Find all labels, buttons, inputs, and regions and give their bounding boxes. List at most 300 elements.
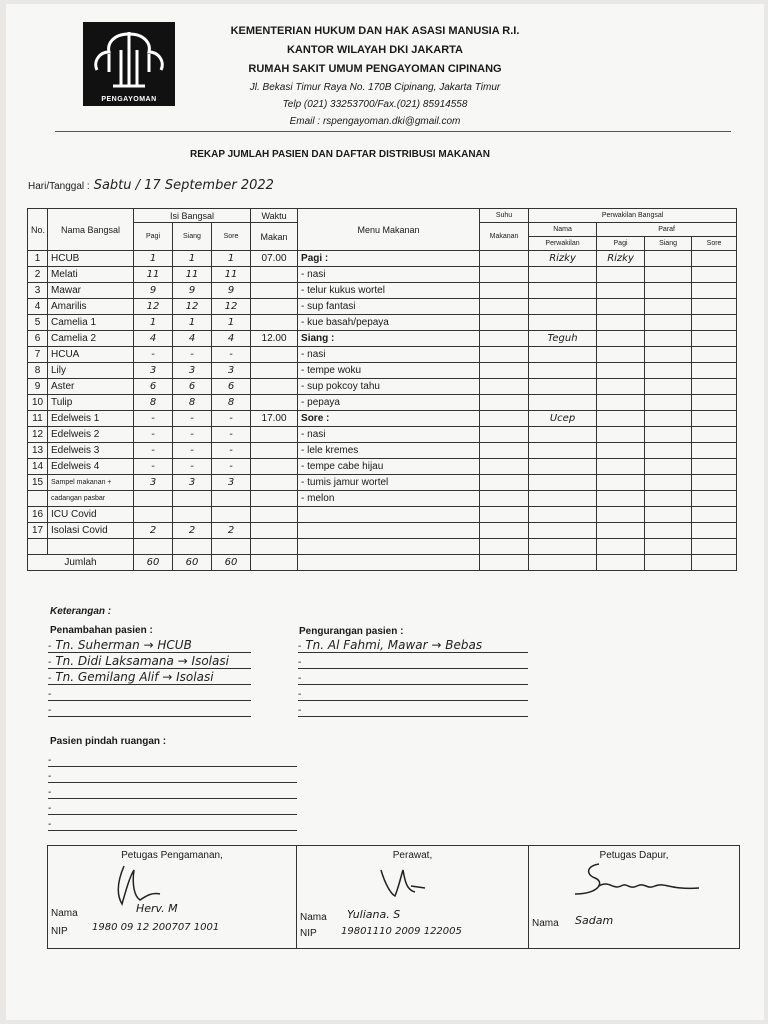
cell-paraf-sore [692, 395, 737, 411]
cell-nama [48, 539, 134, 555]
total-pagi: 60 [134, 555, 173, 571]
line-dash: - [48, 673, 52, 684]
cell-pagi [134, 491, 173, 507]
header-office: KANTOR WILAYAH DKI JAKARTA [286, 44, 463, 56]
logo-text: PENGAYOMAN [101, 96, 157, 103]
cell-pagi: 11 [134, 267, 173, 283]
keterangan-line [48, 670, 251, 685]
cell-suhu [480, 331, 529, 347]
cell-nama: Tulip [48, 395, 134, 411]
table-row [28, 459, 737, 475]
cell-menu: - nasi [298, 267, 480, 283]
cell-no: 8 [28, 363, 48, 379]
cell-pagi: - [134, 427, 173, 443]
cell-pagi: - [134, 443, 173, 459]
cell-no [28, 491, 48, 507]
cell-menu [298, 539, 480, 555]
cell-suhu [480, 315, 529, 331]
cell-no: 5 [28, 315, 48, 331]
cell-sore: - [212, 459, 251, 475]
cell-nama: Mawar [48, 283, 134, 299]
cell-nama: Isolasi Covid [48, 523, 134, 539]
keterangan-line [298, 686, 528, 701]
header-ministry: KEMENTERIAN HUKUM DAN HAK ASASI MANUSIA R.I. [230, 25, 520, 37]
cell-paraf-siang [645, 411, 692, 427]
cell-nama: Camelia 2 [48, 331, 134, 347]
cell-nama: HCUB [48, 251, 134, 267]
cell-paraf-pagi [597, 475, 645, 491]
cell-suhu [480, 443, 529, 459]
cell-pagi: - [134, 411, 173, 427]
line-dash: - [48, 641, 52, 652]
date-label: Hari/Tanggal : [28, 181, 90, 192]
cell-paraf-sore [692, 331, 737, 347]
cell-waktu [251, 427, 298, 443]
line-dash: - [48, 689, 52, 700]
cell-waktu: 07.00 [251, 251, 298, 267]
cell-waktu [251, 299, 298, 315]
line-dash: - [48, 819, 52, 830]
cell-menu [298, 507, 480, 523]
header-paraf-pagi: Pagi [597, 237, 645, 251]
cell-no: 3 [28, 283, 48, 299]
cell-suhu [480, 507, 529, 523]
line-dash: - [48, 803, 52, 814]
dapur-signature [569, 860, 709, 904]
pindah-label: Pasien pindah ruangan : [50, 736, 167, 747]
date-value: Sabtu / 17 September 2022 [93, 178, 274, 193]
cell-paraf-sore [692, 427, 737, 443]
cell-sore [212, 507, 251, 523]
table-row [28, 427, 737, 443]
line-entry: Tn. Gemilang Alif → Isolasi [55, 670, 214, 684]
cell-nama-perwakilan [529, 347, 597, 363]
cell-no: 17 [28, 523, 48, 539]
line-dash: - [298, 705, 302, 716]
cell-paraf-pagi [597, 459, 645, 475]
cell-pagi: 1 [134, 251, 173, 267]
cell-menu: Siang : [298, 331, 480, 347]
cell-paraf-pagi [597, 267, 645, 283]
header-makan: Makan [251, 223, 298, 251]
cell-waktu [251, 267, 298, 283]
cell-paraf-pagi [597, 443, 645, 459]
cell-suhu [480, 475, 529, 491]
cell-no: 14 [28, 459, 48, 475]
cell-paraf-pagi [597, 411, 645, 427]
cell-suhu [480, 539, 529, 555]
cell-paraf-sore [692, 347, 737, 363]
cell-sore: - [212, 443, 251, 459]
cell-waktu [251, 363, 298, 379]
total-label: Jumlah [28, 555, 134, 571]
cell-paraf-sore [692, 363, 737, 379]
signature-perawat [297, 846, 529, 949]
cell-no: 2 [28, 267, 48, 283]
cell-paraf-siang [645, 379, 692, 395]
cell-siang: 2 [173, 523, 212, 539]
header-suhu-sub: Makanan [480, 223, 529, 251]
table-row [28, 475, 737, 491]
cell-waktu: 17.00 [251, 411, 298, 427]
cell-nama-perwakilan [529, 315, 597, 331]
cell-menu: Pagi : [298, 251, 480, 267]
signature-table [47, 845, 740, 949]
keterangan-line [298, 654, 528, 669]
cell-siang: - [173, 427, 212, 443]
table-row [28, 491, 737, 507]
cell-paraf-siang [645, 315, 692, 331]
cell-menu: - sup fantasi [298, 299, 480, 315]
header-nama-sub: Perwakilan [529, 237, 597, 251]
cell-paraf-siang [645, 251, 692, 267]
cell-siang [173, 507, 212, 523]
header-paraf-sore: Sore [692, 237, 737, 251]
table-row [28, 331, 737, 347]
cell-waktu [251, 507, 298, 523]
header-perwakilan: Perwakilan Bangsal [529, 209, 737, 223]
cell-pagi: 9 [134, 283, 173, 299]
line-entry: Tn. Suherman → HCUB [55, 638, 192, 652]
cell-sore: 11 [212, 267, 251, 283]
cell-suhu [480, 523, 529, 539]
header-paraf: Paraf [597, 223, 737, 237]
cell-paraf-pagi [597, 315, 645, 331]
cell-menu: - nasi [298, 427, 480, 443]
cell-suhu [480, 491, 529, 507]
cell-menu: - kue basah/pepaya [298, 315, 480, 331]
header-phone: Telp (021) 33253700/Fax.(021) 85914558 [282, 99, 468, 110]
cell-waktu: 12.00 [251, 331, 298, 347]
cell-suhu [480, 427, 529, 443]
cell-waktu [251, 539, 298, 555]
cell-nama-perwakilan [529, 379, 597, 395]
keterangan-line [48, 768, 297, 783]
line-dash: - [298, 657, 302, 668]
cell-nama-perwakilan [529, 299, 597, 315]
cell-no [28, 539, 48, 555]
cell-suhu [480, 347, 529, 363]
cell-waktu [251, 491, 298, 507]
line-dash: - [298, 641, 302, 652]
cell-menu: - lele kremes [298, 443, 480, 459]
cell-sore: 2 [212, 523, 251, 539]
cell-nama-perwakilan [529, 459, 597, 475]
cell-paraf-sore [692, 379, 737, 395]
cell-paraf-siang [645, 523, 692, 539]
header-hospital: RUMAH SAKIT UMUM PENGAYOMAN CIPINANG [248, 63, 502, 75]
cell-waktu [251, 523, 298, 539]
keterangan-line [48, 800, 297, 815]
cell-pagi [134, 507, 173, 523]
cell-paraf-sore [692, 251, 737, 267]
cell-sore [212, 539, 251, 555]
cell-suhu [480, 283, 529, 299]
perawat-role: Perawat, [392, 850, 433, 861]
keterangan-title: Keterangan : [50, 606, 112, 617]
cell-paraf-siang [645, 299, 692, 315]
cell-nama-perwakilan [529, 523, 597, 539]
cell-sore: 1 [212, 315, 251, 331]
table-row [28, 363, 737, 379]
cell-sore: - [212, 411, 251, 427]
cell-paraf-pagi [597, 491, 645, 507]
cell-paraf-sore [692, 267, 737, 283]
cell-siang [173, 491, 212, 507]
pengamanan-nama-label: Nama [51, 908, 78, 919]
cell-siang: - [173, 347, 212, 363]
cell-paraf-pagi [597, 427, 645, 443]
table-body [28, 251, 737, 555]
line-dash: - [298, 673, 302, 684]
cell-paraf-siang [645, 491, 692, 507]
cell-suhu [480, 395, 529, 411]
cell-siang: 4 [173, 331, 212, 347]
header-menu: Menu Makanan [298, 209, 480, 251]
cell-menu: - nasi [298, 347, 480, 363]
table-row [28, 315, 737, 331]
table-row [28, 523, 737, 539]
cell-pagi: - [134, 459, 173, 475]
cell-waktu [251, 315, 298, 331]
cell-sore: - [212, 427, 251, 443]
cell-no: 1 [28, 251, 48, 267]
cell-pagi: 6 [134, 379, 173, 395]
line-dash: - [298, 689, 302, 700]
cell-paraf-siang [645, 267, 692, 283]
keterangan-line [48, 784, 297, 799]
table-row [28, 443, 737, 459]
penambahan-label: Penambahan pasien : [50, 625, 153, 636]
cell-menu: - tumis jamur wortel [298, 475, 480, 491]
cell-siang: - [173, 459, 212, 475]
cell-sore: 12 [212, 299, 251, 315]
line-entry: Tn. Al Fahmi, Mawar → Bebas [305, 638, 483, 652]
cell-siang: 3 [173, 363, 212, 379]
cell-sore: 9 [212, 283, 251, 299]
cell-no: 13 [28, 443, 48, 459]
cell-nama: Aster [48, 379, 134, 395]
cell-pagi: 2 [134, 523, 173, 539]
keterangan-line [298, 702, 528, 717]
cell-paraf-siang [645, 459, 692, 475]
pengamanan-nip-label: NIP [51, 926, 68, 937]
cell-nama-perwakilan [529, 475, 597, 491]
cell-suhu [480, 251, 529, 267]
cell-suhu [480, 363, 529, 379]
table-row [28, 347, 737, 363]
cell-paraf-pagi [597, 539, 645, 555]
pengamanan-role: Petugas Pengamanan, [121, 850, 223, 861]
perawat-nama-label: Nama [300, 912, 327, 923]
cell-waktu [251, 395, 298, 411]
cell-pagi: 3 [134, 475, 173, 491]
cell-pagi: 8 [134, 395, 173, 411]
cell-pagi: 1 [134, 315, 173, 331]
cell-no: 10 [28, 395, 48, 411]
line-dash: - [48, 771, 52, 782]
table-row [28, 539, 737, 555]
cell-suhu [480, 267, 529, 283]
cell-no: 7 [28, 347, 48, 363]
cell-nama: Edelweis 3 [48, 443, 134, 459]
cell-sore: 6 [212, 379, 251, 395]
cell-nama: Melati [48, 267, 134, 283]
line-dash: - [48, 787, 52, 798]
signature-dapur [529, 846, 740, 949]
cell-menu: - tempe woku [298, 363, 480, 379]
cell-paraf-siang [645, 427, 692, 443]
header-sore: Sore [212, 223, 251, 251]
total-row [28, 555, 737, 571]
cell-nama: Amarilis [48, 299, 134, 315]
cell-nama-perwakilan [529, 443, 597, 459]
header-paraf-siang: Siang [645, 237, 692, 251]
cell-paraf-siang [645, 539, 692, 555]
cell-sore [212, 491, 251, 507]
cell-suhu [480, 379, 529, 395]
cell-nama: HCUA [48, 347, 134, 363]
keterangan-line [48, 816, 297, 831]
perawat-nama: Yuliana. S [347, 908, 401, 921]
cell-sore: 4 [212, 331, 251, 347]
cell-menu [298, 523, 480, 539]
perawat-signature [377, 866, 437, 902]
table-row [28, 283, 737, 299]
cell-no: 6 [28, 331, 48, 347]
keterangan-line [48, 686, 251, 701]
cell-no: 15 [28, 475, 48, 491]
cell-paraf-siang [645, 507, 692, 523]
cell-nama: Edelweis 2 [48, 427, 134, 443]
line-dash: - [48, 755, 52, 766]
cell-paraf-sore [692, 283, 737, 299]
cell-nama-perwakilan [529, 491, 597, 507]
cell-nama-perwakilan: Ucep [529, 411, 597, 427]
cell-paraf-pagi [597, 507, 645, 523]
cell-paraf-sore [692, 491, 737, 507]
dapur-nama-label: Nama [532, 918, 559, 929]
cell-no: 11 [28, 411, 48, 427]
cell-menu: - sup pokcoy tahu [298, 379, 480, 395]
cell-paraf-siang [645, 283, 692, 299]
cell-siang: - [173, 443, 212, 459]
cell-no: 16 [28, 507, 48, 523]
cell-nama: Sampel makanan + [48, 475, 134, 491]
cell-nama-perwakilan [529, 267, 597, 283]
header-divider [55, 131, 731, 132]
cell-paraf-sore [692, 315, 737, 331]
cell-suhu [480, 459, 529, 475]
table-row [28, 299, 737, 315]
cell-no: 9 [28, 379, 48, 395]
total-sore: 60 [212, 555, 251, 571]
keterangan-line [48, 638, 251, 653]
cell-nama: Edelweis 1 [48, 411, 134, 427]
table-row [28, 267, 737, 283]
cell-paraf-siang [645, 475, 692, 491]
cell-waktu [251, 475, 298, 491]
table-row [28, 395, 737, 411]
cell-pagi: 3 [134, 363, 173, 379]
keterangan-line [298, 638, 528, 653]
patient-food-table [27, 208, 737, 571]
line-dash: - [48, 657, 52, 668]
cell-siang: 8 [173, 395, 212, 411]
cell-siang: 11 [173, 267, 212, 283]
cell-siang: 12 [173, 299, 212, 315]
keterangan-line [298, 670, 528, 685]
cell-nama-perwakilan [529, 363, 597, 379]
header-email: Email : rspengayoman.dki@gmail.com [289, 116, 461, 127]
cell-siang: 3 [173, 475, 212, 491]
cell-suhu [480, 411, 529, 427]
cell-paraf-sore [692, 299, 737, 315]
header-siang: Siang [173, 223, 212, 251]
header-isi-bangsal: Isi Bangsal [134, 209, 251, 223]
cell-nama: cadangan pasbar [48, 491, 134, 507]
total-siang: 60 [173, 555, 212, 571]
cell-paraf-pagi [597, 331, 645, 347]
cell-paraf-siang [645, 347, 692, 363]
header-nama-bangsal: Nama Bangsal [48, 209, 134, 251]
cell-paraf-sore [692, 443, 737, 459]
line-entry: Tn. Didi Laksamana → Isolasi [55, 654, 229, 668]
cell-siang: 1 [173, 315, 212, 331]
date-line [28, 178, 274, 193]
cell-paraf-sore [692, 523, 737, 539]
cell-siang: 6 [173, 379, 212, 395]
cell-paraf-pagi [597, 363, 645, 379]
keterangan-line [48, 702, 251, 717]
cell-nama: Camelia 1 [48, 315, 134, 331]
header-no: No. [28, 209, 48, 251]
pengamanan-nip: 1980 09 12 200707 1001 [92, 922, 220, 933]
cell-siang: 9 [173, 283, 212, 299]
perawat-nip: 19801110 2009 122005 [341, 926, 462, 937]
keterangan-line [48, 752, 297, 767]
cell-nama-perwakilan: Rizky [529, 251, 597, 267]
header-waktu: Waktu [251, 209, 298, 223]
cell-nama-perwakilan: Teguh [529, 331, 597, 347]
keterangan-line [48, 654, 251, 669]
cell-pagi: 12 [134, 299, 173, 315]
cell-suhu [480, 299, 529, 315]
cell-paraf-pagi: Rizky [597, 251, 645, 267]
cell-nama-perwakilan [529, 395, 597, 411]
cell-paraf-sore [692, 411, 737, 427]
cell-menu: - melon [298, 491, 480, 507]
banyan-tree-icon [83, 22, 175, 106]
cell-sore: 3 [212, 363, 251, 379]
dapur-role: Petugas Dapur, [599, 850, 669, 861]
cell-nama-perwakilan [529, 283, 597, 299]
cell-paraf-siang [645, 443, 692, 459]
table-row [28, 411, 737, 427]
cell-paraf-sore [692, 539, 737, 555]
cell-siang: 1 [173, 251, 212, 267]
pengamanan-nama: Herv. M [136, 902, 178, 915]
header-nama: Nama [529, 223, 597, 237]
line-dash: - [48, 705, 52, 716]
cell-nama: Edelweis 4 [48, 459, 134, 475]
table-row [28, 507, 737, 523]
document-title: REKAP JUMLAH PASIEN DAN DAFTAR DISTRIBUSI MAKANAN [190, 149, 491, 160]
cell-menu: - tempe cabe hijau [298, 459, 480, 475]
cell-menu: Sore : [298, 411, 480, 427]
dapur-nama: Sadam [575, 914, 614, 927]
cell-paraf-siang [645, 363, 692, 379]
